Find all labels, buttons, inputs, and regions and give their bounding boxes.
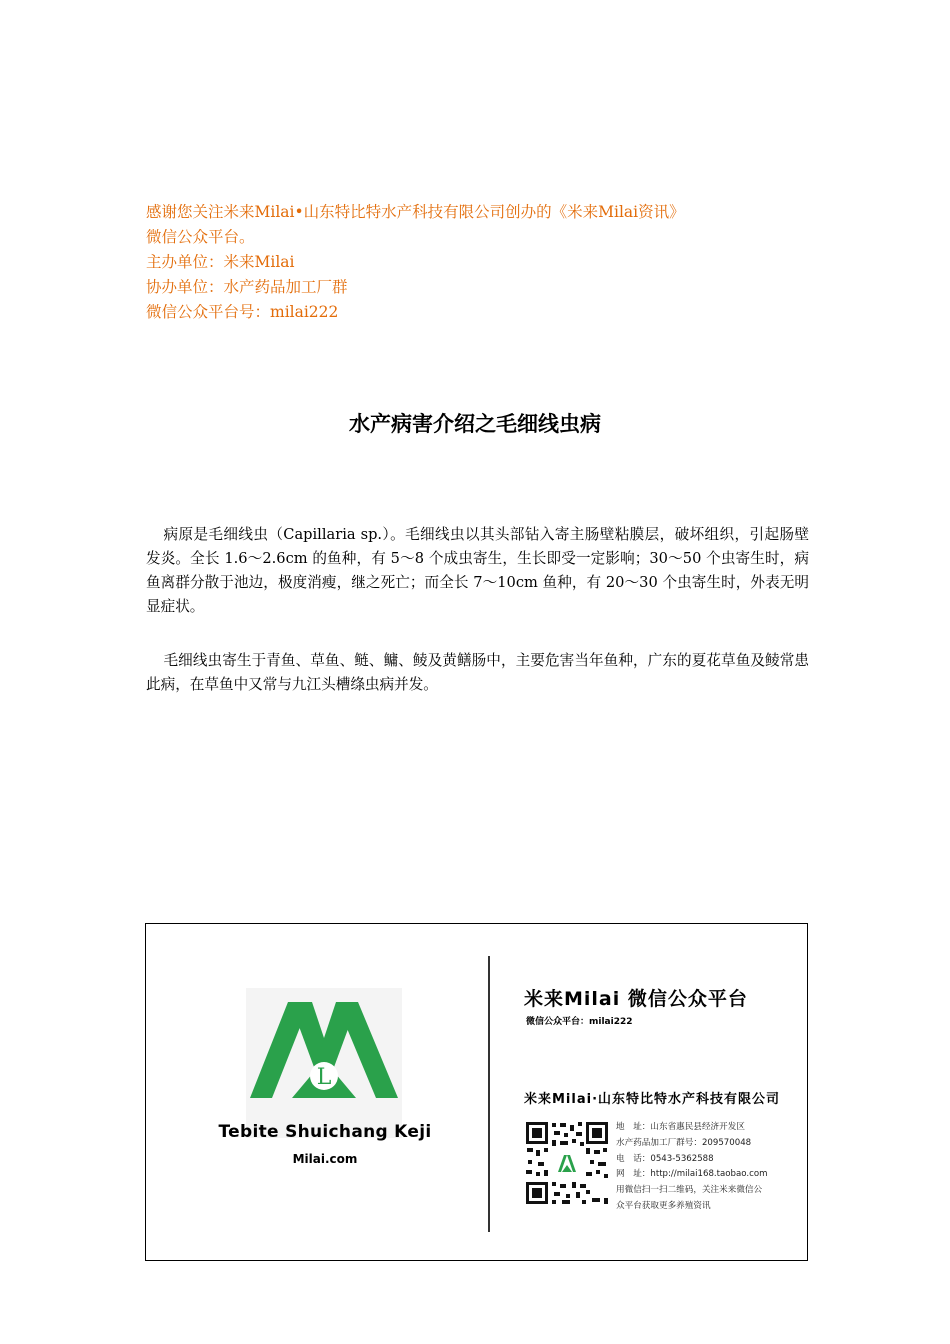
intro-line-host: 主办单位：米来Milai xyxy=(146,253,295,271)
intro-block xyxy=(146,200,816,325)
company-logo xyxy=(246,988,402,1138)
logo-letter: L xyxy=(316,1065,332,1090)
qr-code-icon xyxy=(524,1120,610,1206)
info-website: 网 址：http://milai168.taobao.com xyxy=(616,1169,768,1180)
info-group: 水产药品加工厂群号：209570048 xyxy=(616,1137,752,1148)
info-scan-line-1: 用微信扫一扫二维码，关注米来微信公 xyxy=(616,1185,763,1196)
intro-line-thanks: 感谢您关注米来Milai•山东特比特水产科技有限公司创办的《米来Milai资讯》 xyxy=(146,203,685,221)
card-contact-info xyxy=(616,1120,767,1215)
article-title: 水产病害介绍之毛细线虫病 xyxy=(349,412,601,436)
article-paragraph-2: 毛细线虫寄生于青鱼、草鱼、鲢、鳙、鲮及黄鳝肠中，主要危害当年鱼种，广东的夏花草鱼及鲮常患此病，在草鱼中又常与九江头槽绦虫病并发。 xyxy=(146,652,809,693)
brand-english-name: Tebite Shuichang Keji xyxy=(218,1122,432,1142)
card-company: 米来Milai·山东特比特水产科技有限公司 xyxy=(524,1092,781,1107)
intro-line-platform: 微信公众平台。 xyxy=(146,228,255,246)
milai-logo-icon xyxy=(246,988,402,1138)
info-scan-line-2: 众平台获取更多养殖资讯 xyxy=(616,1200,711,1211)
card-divider xyxy=(488,956,490,1232)
business-card xyxy=(145,923,808,1261)
intro-line-cohost: 协办单位：水产药品加工厂群 xyxy=(146,278,348,296)
info-address: 地 址：山东省惠民县经济开发区 xyxy=(616,1122,745,1132)
intro-line-account: 微信公众平台号：milai222 xyxy=(146,303,339,321)
info-phone: 电 话：0543-5362588 xyxy=(616,1153,714,1164)
brand-url: Milai.com xyxy=(292,1152,358,1166)
article-paragraph-1: 病原是毛细线虫（Capillaria sp.）。毛细线虫以其头部钻入寄主肠壁粘膜层，破坏组织，引起肠壁发炎。全长 1.6～2.6cm 的鱼种，有 5～8 个成虫寄生，生长即受一定影响；30～50 个虫寄生时，病鱼离群分散于池边，极度消瘦，继之死亡；而全长 7～10cm 鱼种，有 20～30 个虫寄生时，外表无明显症状。 xyxy=(146,526,809,615)
card-title: 米来Milai 微信公众平台 xyxy=(524,988,748,1010)
card-subtitle: 微信公众平台：milai222 xyxy=(526,1017,633,1027)
